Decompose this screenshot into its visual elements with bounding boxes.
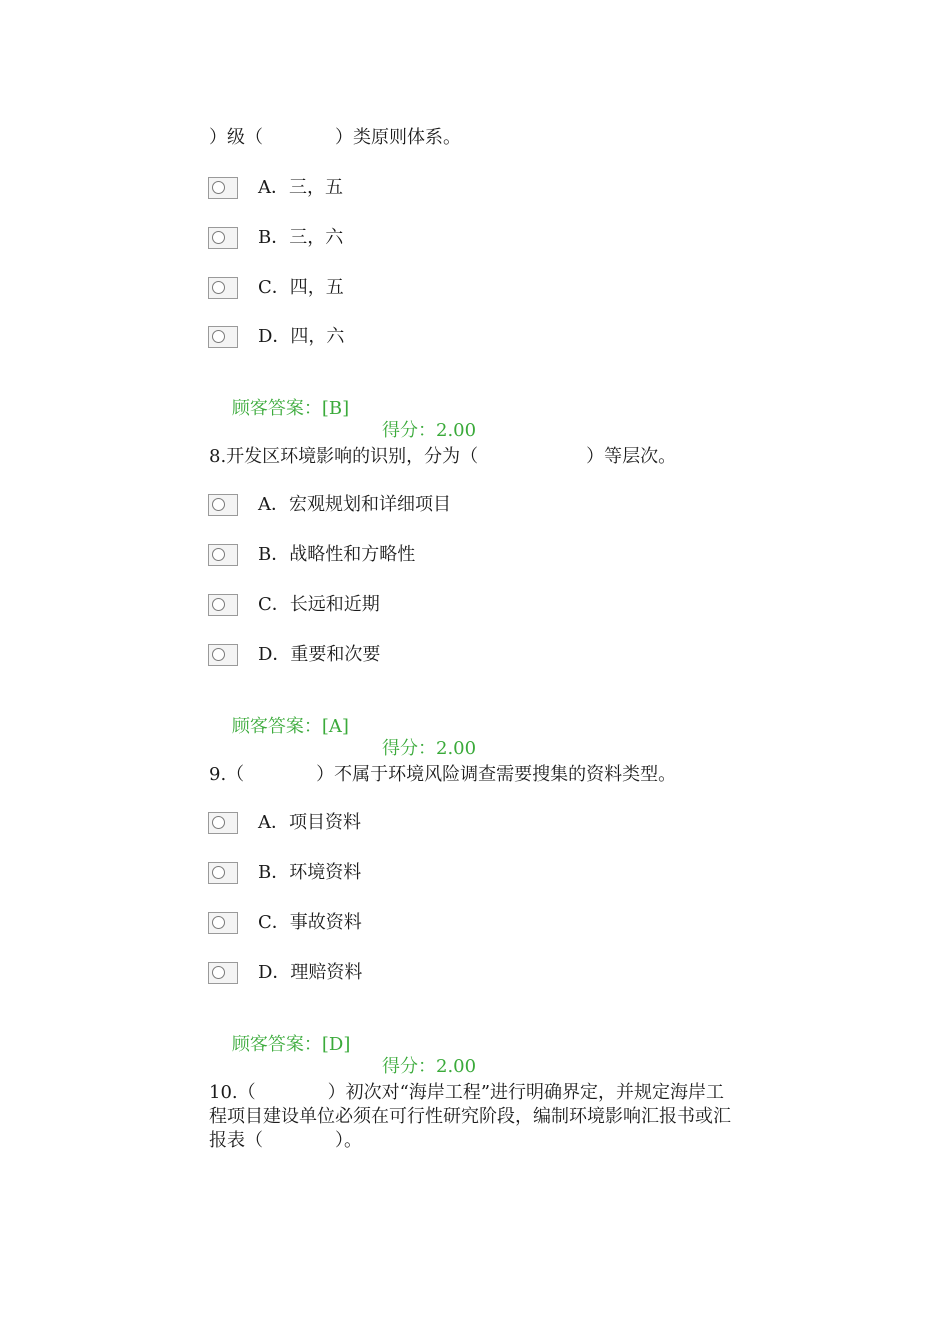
option-label: B．三，六 — [258, 227, 344, 248]
option-label: D．理赔资料 — [258, 962, 363, 983]
q10-stem-line-3: 报表（ ）。 — [209, 1130, 362, 1151]
radio-button-icon[interactable] — [208, 862, 238, 884]
q8-option-c[interactable] — [208, 592, 380, 618]
q7-option-b[interactable] — [208, 225, 343, 251]
radio-button-icon[interactable] — [208, 177, 238, 199]
score: 得分：2.00 — [382, 738, 477, 759]
radio-button-icon[interactable] — [208, 494, 238, 516]
option-label: C．长远和近期 — [258, 594, 380, 615]
option-label: A．宏观规划和详细项目 — [258, 494, 451, 515]
q8-option-a[interactable] — [208, 492, 451, 518]
option-label: C．事故资料 — [258, 912, 362, 933]
radio-button-icon[interactable] — [208, 227, 238, 249]
radio-button-icon[interactable] — [208, 277, 238, 299]
q10-stem-line-1: 10.（ ）初次对“海岸工程”进行明确界定，并规定海岸工 — [209, 1082, 725, 1103]
q7-option-d[interactable] — [208, 324, 344, 350]
q9-stem: 9.（ ）不属于环境风险调查需要搜集的资料类型。 — [209, 764, 677, 785]
customer-answer: 顾客答案：[A] — [231, 716, 349, 737]
q9-option-d[interactable] — [208, 960, 362, 986]
radio-button-icon[interactable] — [208, 644, 238, 666]
q10-stem-line-2: 程项目建设单位必须在可行性研究阶段，编制环境影响汇报书或汇 — [209, 1106, 731, 1127]
q7-option-a[interactable] — [208, 175, 343, 201]
option-label: A．项目资料 — [258, 812, 361, 833]
q7-stem-tail: ）级（ ）类原则体系。 — [209, 127, 461, 148]
radio-button-icon[interactable] — [208, 912, 238, 934]
customer-answer: 顾客答案：[D] — [231, 1034, 351, 1055]
score: 得分：2.00 — [382, 420, 477, 441]
q8-option-d[interactable] — [208, 642, 380, 668]
option-label: B．环境资料 — [258, 862, 362, 883]
radio-button-icon[interactable] — [208, 326, 238, 348]
q8-option-b[interactable] — [208, 542, 415, 568]
q9-option-b[interactable] — [208, 860, 361, 886]
option-label: B．战略性和方略性 — [258, 544, 416, 565]
q8-stem: 8.开发区环境影响的识别，分为（ ）等层次。 — [209, 446, 677, 467]
radio-button-icon[interactable] — [208, 962, 238, 984]
q9-option-a[interactable] — [208, 810, 361, 836]
option-label: D．重要和次要 — [258, 644, 381, 665]
option-label: C．四，五 — [258, 277, 344, 298]
radio-button-icon[interactable] — [208, 812, 238, 834]
radio-button-icon[interactable] — [208, 544, 238, 566]
score: 得分：2.00 — [382, 1056, 477, 1077]
q7-option-c[interactable] — [208, 275, 344, 301]
option-label: D．四，六 — [258, 326, 345, 347]
radio-button-icon[interactable] — [208, 594, 238, 616]
q9-option-c[interactable] — [208, 910, 362, 936]
customer-answer: 顾客答案：[B] — [231, 398, 350, 419]
option-label: A．三，五 — [258, 177, 343, 198]
